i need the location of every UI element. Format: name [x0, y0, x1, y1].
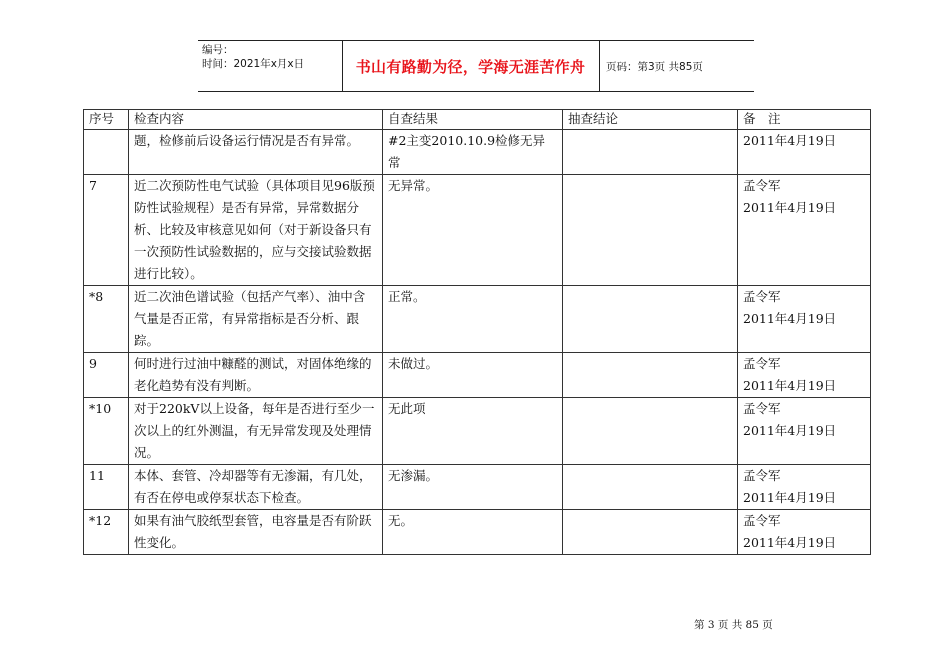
col-header-no: 序号 — [84, 110, 129, 130]
row-check-content: 本体、套管、冷却器等有无渗漏，有几处，有否在停电或停泵状态下检查。 — [129, 465, 383, 510]
row-number: 7 — [84, 175, 129, 286]
row-number: 11 — [84, 465, 129, 510]
remark-line: 孟令军 — [743, 513, 781, 528]
remark-line: 2011年4月19日 — [743, 535, 837, 550]
remark-line: 孟令军 — [743, 468, 781, 483]
row-number: *10 — [84, 398, 129, 465]
row-check-content: 何时进行过油中糠醛的测试，对固体绝缘的老化趋势有没有判断。 — [129, 353, 383, 398]
table-row — [84, 175, 871, 286]
row-check-content: 近二次油色谱试验（包括产气率）、油中含气量是否正常，有异常指标是否分析、跟踪。 — [129, 286, 383, 353]
table-header-row — [84, 110, 871, 130]
page-code-text: 页码：第3页 共85页 — [606, 60, 703, 73]
row-check-content: 题，检修前后设备运行情况是否有异常。 — [129, 130, 383, 175]
row-spot-check-conclusion — [563, 465, 738, 510]
col-header-self-check: 自查结果 — [383, 110, 563, 130]
row-remarks — [738, 353, 871, 398]
row-number: *12 — [84, 510, 129, 555]
col-header-content: 检查内容 — [129, 110, 383, 130]
table-body — [84, 130, 871, 555]
remark-line: 2011年4月19日 — [743, 423, 837, 438]
row-self-check-result: 无渗漏。 — [383, 465, 563, 510]
row-spot-check-conclusion — [563, 286, 738, 353]
page-header — [198, 40, 754, 92]
row-self-check-result: #2主变2010.10.9检修无异常 — [383, 130, 563, 175]
motto-text: 书山有路勤为径，学海无涯苦作舟 — [355, 57, 586, 76]
row-check-content: 近二次预防性电气试验（具体项目见96版预防性试验规程）是否有异常，异常数据分析、比较及审核意见如何（对于新设备只有一次预防性试验数据的，应与交接试验数据进行比较）。 — [129, 175, 383, 286]
row-spot-check-conclusion — [563, 130, 738, 175]
remark-line: 2011年4月19日 — [743, 200, 837, 215]
remark-line: 孟令军 — [743, 289, 781, 304]
remark-line: 孟令军 — [743, 178, 781, 193]
table-row — [84, 353, 871, 398]
row-number: *8 — [84, 286, 129, 353]
row-remarks — [738, 130, 871, 175]
col-header-remarks: 备 注 — [738, 110, 871, 130]
header-motto — [342, 41, 600, 91]
row-spot-check-conclusion — [563, 175, 738, 286]
row-remarks — [738, 175, 871, 286]
remark-line: 2011年4月19日 — [743, 378, 837, 393]
remark-line: 孟令军 — [743, 356, 781, 371]
remark-line: 2011年4月19日 — [743, 133, 837, 148]
remark-line: 2011年4月19日 — [743, 311, 837, 326]
row-spot-check-conclusion — [563, 398, 738, 465]
table-row — [84, 130, 871, 175]
header-page-code — [599, 41, 754, 91]
remark-line: 孟令军 — [743, 401, 781, 416]
time-label: 时间：2021年x月x日 — [202, 58, 305, 70]
row-number — [84, 130, 129, 175]
row-remarks — [738, 286, 871, 353]
header-meta — [198, 41, 343, 91]
row-self-check-result: 未做过。 — [383, 353, 563, 398]
table-row — [84, 465, 871, 510]
row-self-check-result: 无。 — [383, 510, 563, 555]
number-label: 编号： — [202, 44, 234, 56]
remark-line: 2011年4月19日 — [743, 490, 837, 505]
row-self-check-result: 无此项 — [383, 398, 563, 465]
row-check-content: 如果有油气胶纸型套管，电容量是否有阶跃性变化。 — [129, 510, 383, 555]
row-spot-check-conclusion — [563, 510, 738, 555]
row-remarks — [738, 398, 871, 465]
row-remarks — [738, 465, 871, 510]
page-footer: 第 3 页 共 85 页 — [694, 619, 773, 631]
row-check-content: 对于220kV以上设备，每年是否进行至少一次以上的红外测温，有无异常发现及处理情况。 — [129, 398, 383, 465]
row-remarks — [738, 510, 871, 555]
table-row — [84, 510, 871, 555]
inspection-table — [83, 109, 871, 555]
table-row — [84, 398, 871, 465]
col-header-spot-check: 抽查结论 — [563, 110, 738, 130]
table-row — [84, 286, 871, 353]
row-self-check-result: 正常。 — [383, 286, 563, 353]
row-self-check-result: 无异常。 — [383, 175, 563, 286]
row-spot-check-conclusion — [563, 353, 738, 398]
row-number: 9 — [84, 353, 129, 398]
